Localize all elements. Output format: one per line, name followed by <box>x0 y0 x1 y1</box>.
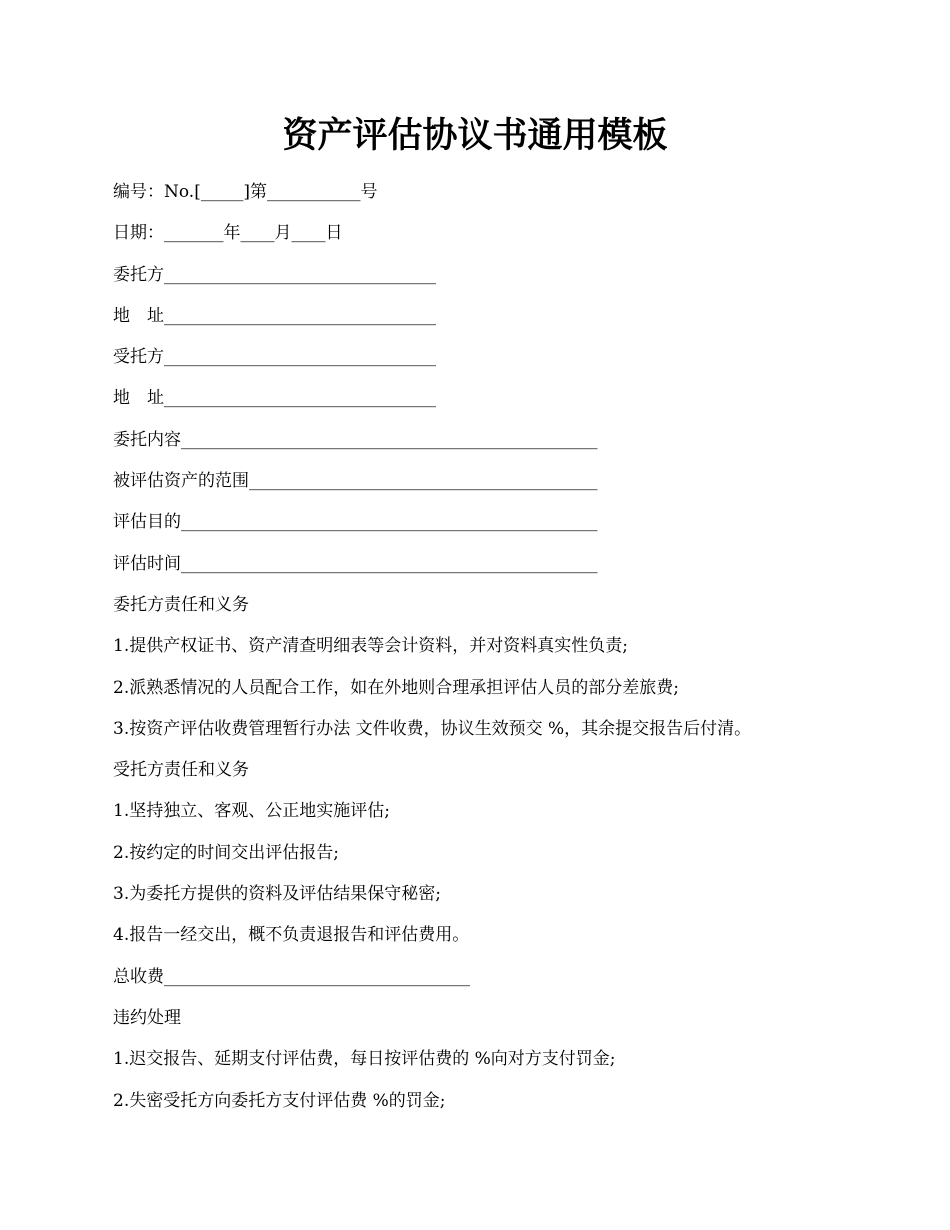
asset-scope-line: 被评估资产的范围_________________________________________ <box>113 471 598 492</box>
client-duty-item: 1.提供产权证书、资产清查明细表等会计资料，并对资料真实性负责; <box>113 636 628 657</box>
breach-item: 2.失密受托方向委托方支付评估费 %的罚金; <box>113 1090 446 1111</box>
contract-number-line: 编号：No.[_____]第___________号 <box>113 182 378 202</box>
date-line: 日期：_______年____月____日 <box>113 223 343 244</box>
client-line: 委托方________________________________ <box>113 264 436 285</box>
contractor-duty-item: 1.坚持独立、客观、公正地实施评估; <box>113 801 390 822</box>
total-fee-line: 总收费____________________________________ <box>113 966 470 987</box>
client-duties-heading: 委托方责任和义务 <box>113 594 249 615</box>
contractor-duty-item: 4.报告一经交出，概不负责退报告和评估费用。 <box>113 925 470 946</box>
client-duty-item: 3.按资产评估收费管理暂行办法 文件收费，协议生效预交 %，其余提交报告后付清。 <box>113 718 752 739</box>
breach-heading: 违约处理 <box>113 1007 181 1028</box>
document-body <box>113 178 913 1128</box>
contractor-line: 受托方________________________________ <box>113 347 436 368</box>
contractor-address-line: 地 址________________________________ <box>113 388 436 409</box>
client-address-line: 地 址________________________________ <box>113 305 436 326</box>
contractor-duty-item: 2.按约定的时间交出评估报告; <box>113 842 339 863</box>
commission-content-line: 委托内容_________________________________________________ <box>113 429 598 450</box>
evaluation-time-line: 评估时间_________________________________________________ <box>113 553 598 574</box>
contractor-duty-item: 3.为委托方提供的资料及评估结果保守秘密; <box>113 884 441 905</box>
document-title: 资产评估协议书通用模板 <box>282 115 668 156</box>
client-duty-item: 2.派熟悉情况的人员配合工作，如在外地则合理承担评估人员的部分差旅费; <box>113 677 679 698</box>
contractor-duties-heading: 受托方责任和义务 <box>113 760 249 781</box>
evaluation-purpose-line: 评估目的_________________________________________________ <box>113 512 598 533</box>
breach-item: 1.迟交报告、延期支付评估费，每日按评估费的 %向对方支付罚金; <box>113 1049 616 1070</box>
